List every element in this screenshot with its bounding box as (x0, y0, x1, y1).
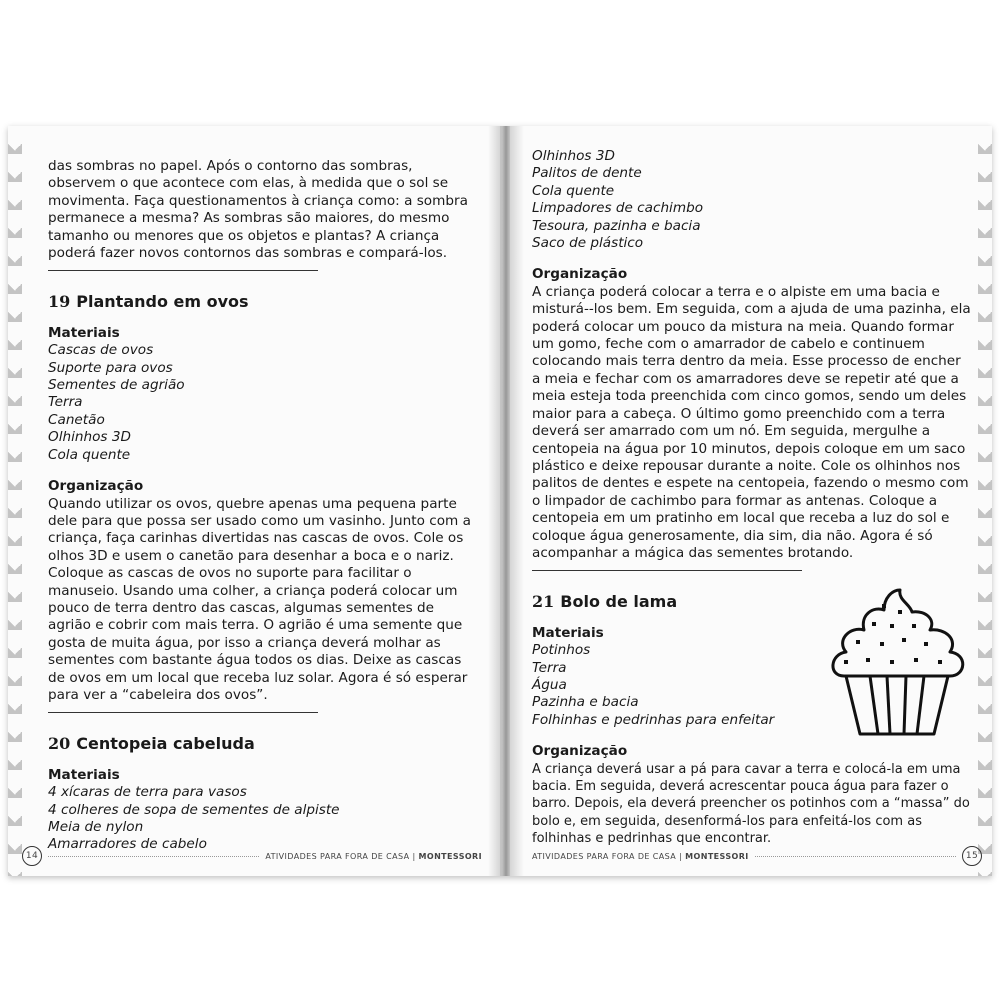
section-number: 19 (48, 292, 71, 312)
material-item: Terra (48, 394, 83, 411)
footer-brand: MONTESSORI (418, 851, 482, 861)
material-item: Terra (532, 659, 567, 676)
materials-label: Materiais (48, 766, 120, 783)
organization-label: Organização (532, 266, 628, 283)
material-item: Olhinhos 3D (532, 148, 615, 164)
material-item: 4 colheres de sopa de sementes de alpiste (48, 801, 340, 818)
section-title-text: Bolo de lama (560, 592, 678, 612)
material-item: Sementes de agrião (48, 377, 185, 394)
material-item: Tesoura, pazinha e bacia (532, 217, 701, 234)
material-item: Folhinhas e pedrinhas para enfeitar (532, 711, 775, 728)
organization-text: A criança deverá usar a pá para cavar a terra e colocá-la em uma bacia. Em seguida, deverá acrescentar pouca água para fazer o barro. Depois, ela deverá preencher os potinhos com a “massa” do bolo e, em seguida, desenformá-los para enfeitá-los com as folhinhas e pedrinhas que encontrar. (532, 761, 970, 847)
page-footer (532, 846, 982, 866)
materials-label: Materiais (48, 324, 120, 341)
page-number: 15 (962, 846, 982, 866)
organization-label: Organização (532, 743, 628, 760)
material-item: Água (532, 676, 567, 693)
organization-label: Organização (48, 478, 144, 495)
section-number: 21 (532, 592, 555, 612)
right-column (532, 148, 972, 848)
page-number: 14 (22, 846, 42, 866)
footer-brand: MONTESSORI (685, 851, 749, 861)
cupcake-icon (826, 588, 970, 738)
material-item: Canetão (48, 411, 105, 428)
section-19-title (48, 293, 478, 310)
material-item: Cascas de ovos (48, 342, 154, 359)
material-item: Palitos de dente (532, 165, 642, 182)
left-page (8, 126, 500, 876)
footer-text: ATIVIDADES PARA FORA DE CASA | (532, 851, 683, 861)
page-edge-pattern (8, 126, 22, 876)
page-footer (22, 846, 482, 866)
section-divider (48, 712, 318, 713)
right-page (510, 126, 992, 876)
footer-text: ATIVIDADES PARA FORA DE CASA | (265, 851, 416, 861)
material-item: Olhinhos 3D (48, 429, 131, 446)
organization-text: A criança poderá colocar a terra e o alpiste em uma bacia e misturá--los bem. Em seguida, com a ajuda de uma pazinha, ela poderá colocar um pouco da mistura na meia. Quando formar um gomo, feche com o amarrador de cabelo e continuem colocando mais terra dentro da meia. Esse processo de encher a meia e fechar com os amarradores deve se repetir até que a meia esteja toda preenchida com cinco gomos, sendo um deles maior para a cabeça. O último gomo preenchido com a terra deverá ser amarrado com um nó. Em seguida, mergulhe a centopeia na água por 10 minutos, depois coloque em um saco plástico e deixe repousar durante a noite. Cole os olhinhos nos palitos de dentes e espete na centopeia, fazendo o mesmo com o limpador de cachimbo para formar as antenas. Coloque a centopeia em um pratinho em local que receba a luz do sol e coloque água generosamente, dia sim, dia não. Agora é só acompanhar a mágica das sementes brotando. (532, 283, 971, 561)
open-book (8, 126, 992, 876)
footer-dotted-line (755, 856, 956, 857)
intro-paragraph: das sombras no papel. Após o contorno das sombras, observem o que acontece com elas, à medida que o sol se movimenta. Faça questionamentos à criança como: a sombra permanece a mesma? As sombras são maiores, do mesmo tamanho ou menores que os objetos e plantas? A criança poderá fazer novos contornos das sombras e compará-los. (48, 158, 468, 262)
material-item: Limpadores de cachimbo (532, 200, 704, 217)
materials-label: Materiais (532, 624, 604, 641)
material-item: Cola quente (48, 446, 131, 463)
material-item: 4 xícaras de terra para vasos (48, 784, 247, 801)
material-item: Pazinha e bacia (532, 694, 639, 711)
material-item: Suporte para ovos (48, 359, 173, 376)
page-edge-pattern (978, 126, 992, 876)
material-item: Amarradores de cabelo (48, 836, 207, 853)
section-title-text: Plantando em ovos (76, 292, 249, 312)
material-item: Potinhos (532, 642, 591, 659)
section-title-text: Centopeia cabeluda (76, 734, 255, 754)
section-number: 20 (48, 734, 71, 754)
section-20-title (48, 735, 478, 752)
material-item: Meia de nylon (48, 819, 144, 835)
left-column (48, 158, 478, 854)
section-divider (532, 570, 802, 571)
organization-text: Quando utilizar os ovos, quebre apenas uma pequena parte dele para que possa ser usado como um vasinho. Junto com a criança, faça carinhas divertidas nas cascas de ovos. Cole os olhos 3D e usem o canetão para desenhar a boca e o nariz. Coloque as cascas de ovos no suporte para facilitar o manuseio. Usando uma colher, a criança poderá colocar um pouco de terra dentro das cascas, algumas sementes de agrião e cobrir com mais terra. O agrião é uma semente que gosta de muita água, por isso a criança deverá molhar as sementes com bastante água todos os dias. Deixe as cascas de ovos em um local que receba luz solar. Agora é só esperar para ver a “cabeleira dos ovos”. (48, 495, 471, 703)
material-item: Saco de plástico (532, 235, 644, 252)
material-item: Cola quente (532, 182, 615, 199)
section-divider (48, 270, 318, 271)
footer-dotted-line (48, 856, 259, 857)
